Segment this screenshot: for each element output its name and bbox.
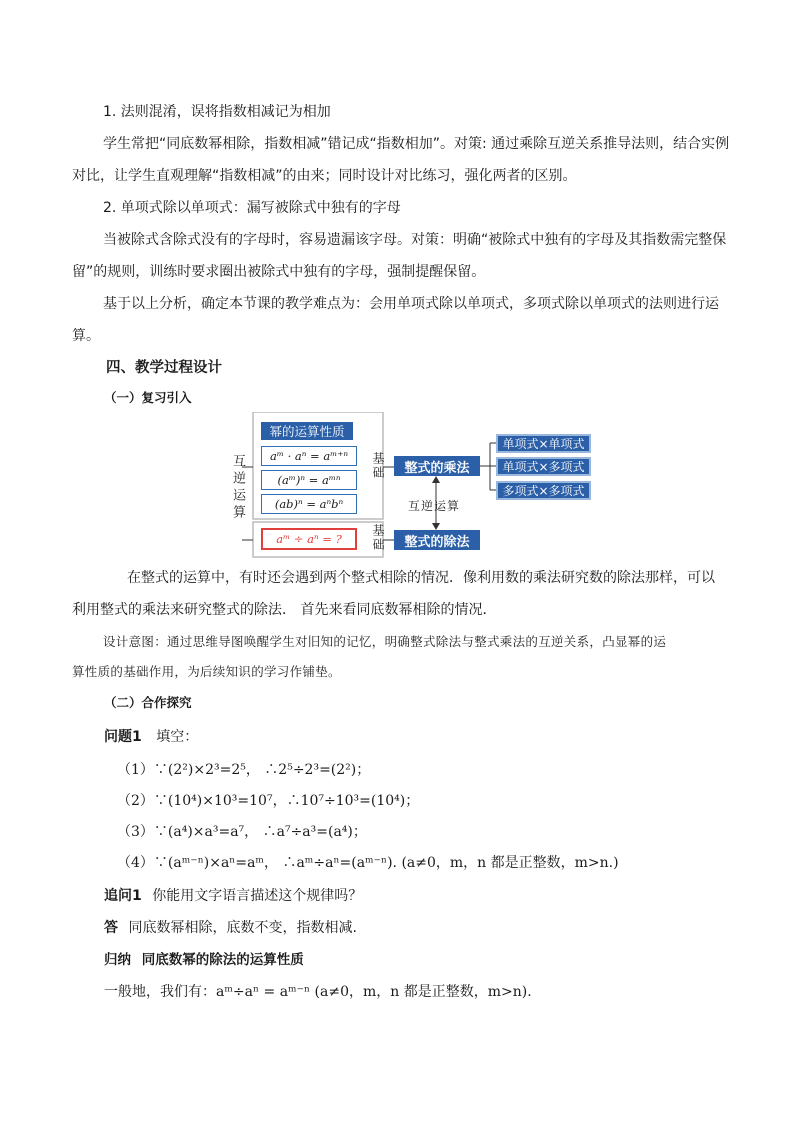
para-4a: 当被除式含除式没有的字母时，容易遗漏该字母。对策：明确“被除式中独有的字母及其指数需完整保	[103, 232, 727, 248]
answer-label: 答	[104, 920, 118, 936]
question-1-label: 问题1	[104, 729, 142, 745]
item-1: （1）∵(2²)×2³=2⁵， ∴2⁵÷2³=(2²)；	[117, 762, 371, 778]
summary	[104, 950, 304, 970]
box-mono-mono: 单项式×单项式	[496, 434, 591, 453]
question-1	[104, 727, 198, 747]
intro-line-a: 在整式的运算中，有时还会遇到两个整式相除的情况．像利用数的乘法研究数的除法那样，可以	[127, 570, 715, 586]
formula-division-question: aᵐ ÷ aⁿ = ?	[261, 528, 357, 550]
para-1: 1. 法则混淆，误将指数相减记为相加	[103, 104, 331, 120]
box-mono-poly: 单项式×多项式	[496, 457, 591, 476]
para-5b: 算。	[72, 328, 100, 344]
intro-line-b: 利用整式的乘法来研究整式的除法． 首先来看同底数幂相除的情况．	[72, 602, 497, 618]
follow-up-text: 你能用文字语言描述这个规律吗？	[152, 888, 363, 904]
item-4: （4）∵(aᵐ⁻ⁿ)×aⁿ=aᵐ， ∴aᵐ÷aⁿ=(aᵐ⁻ⁿ). (a≠0，m，n 都是正整数，m>n.)	[117, 855, 619, 871]
summary-text: 同底数幂的除法的运算性质	[141, 952, 304, 968]
box-poly-poly: 多项式×多项式	[496, 481, 591, 500]
mind-map-diagram	[228, 412, 592, 560]
formula-product-power: (ab)ⁿ = aⁿbⁿ	[261, 494, 357, 514]
follow-up-label: 追问1	[104, 888, 142, 904]
label-inverse-middle: 互逆运算	[408, 499, 461, 513]
box-division: 整式的除法	[394, 530, 480, 550]
formula-power: (aᵐ)ⁿ = aᵐⁿ	[261, 470, 357, 490]
general-rule: 一般地，我们有：aᵐ÷aⁿ = aᵐ⁻ⁿ (a≠0，m，n 都是正整数，m>n).	[104, 984, 532, 1000]
design-intent-a: 设计意图：通过思维导图唤醒学生对旧知的记忆，明确整式除法与整式乘法的互逆关系，凸显幂的运	[103, 634, 667, 649]
answer	[104, 918, 357, 938]
section-title: 四、教学过程设计	[106, 360, 222, 376]
para-2b: 对比，让学生直观理解“指数相减”的由来；同时设计对比练习，强化两者的区别。	[72, 168, 577, 184]
para-4b: 留”的规则，训练时要求圈出被除式中独有的字母，强制提醒保留。	[72, 264, 486, 280]
para-3: 2. 单项式除以单项式：漏写被除式中独有的字母	[103, 200, 401, 216]
formula-product: aᵐ · aⁿ = aᵐ⁺ⁿ	[261, 446, 357, 466]
label-basis-1: 基础	[371, 452, 385, 480]
design-intent-b: 算性质的基础作用，为后续知识的学习作铺垫。	[72, 664, 341, 679]
para-2a: 学生常把“同底数幂相除，指数相减”错记成“指数相加”。对策: 通过乘除互逆关系推导法则，结合实例	[103, 136, 730, 152]
para-5a: 基于以上分析，确定本节课的教学难点为：会用单项式除以单项式，多项式除以单项式的法则进行运	[103, 296, 719, 312]
answer-text: 同底数幂相除，底数不变，指数相减.	[128, 920, 357, 936]
label-inverse-left: 互逆运算	[230, 454, 245, 522]
follow-up-1	[104, 886, 362, 906]
subsection-review: （一）复习引入	[104, 390, 192, 405]
item-2: （2）∵(10⁴)×10³=10⁷，∴10⁷÷10³=(10⁴)；	[117, 793, 420, 809]
subsection-explore: （二）合作探究	[104, 695, 192, 710]
question-1-text: 填空：	[156, 729, 199, 745]
item-3: （3）∵(a⁴)×a³=a⁷， ∴a⁷÷a³=(a⁴)；	[117, 824, 367, 840]
power-title: 幂的运算性质	[261, 422, 353, 440]
label-basis-2: 基础	[371, 524, 385, 552]
box-multiplication: 整式的乘法	[394, 456, 480, 476]
summary-label: 归纳	[104, 952, 131, 968]
